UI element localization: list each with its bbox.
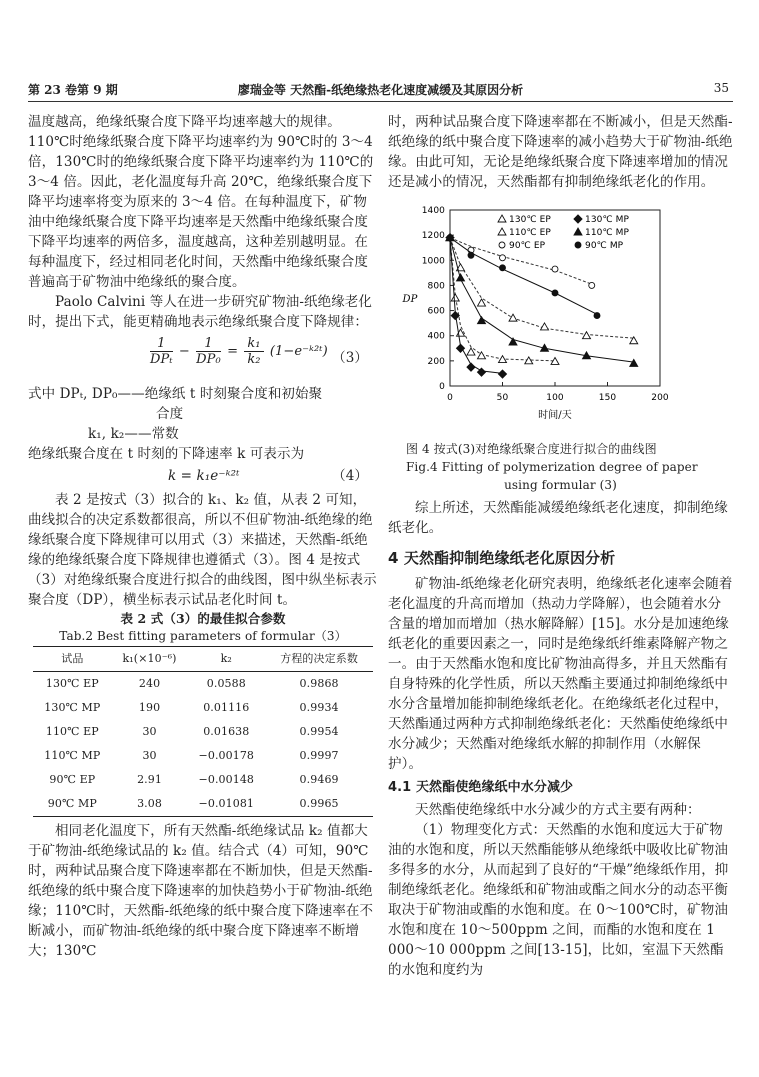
equation-4: [28, 464, 378, 490]
table-cell: 0.0588: [206, 677, 246, 690]
paragraph: 矿物油-纸绝缘老化研究表明，绝缘纸老化速率会随着老化温度的升高而增加（热动力学降解），也会随着水分含量的增加而增加（热水解降解）[15]。水分是加速绝缘纸老化的重要因素之一，同时是绝缘纸纤维素降解产物之一。由于天然酯水饱和度比矿物油高得多，并且天然酯有自身特殊的化学性质，所以天然酯主要通过抑制绝缘纸中水分含量增加能抑制绝缘纸老化。在绝缘纸老化过程中，天然酯通过两种方式抑制绝缘纸老化：天然酯使绝缘纸中水分减少；天然酯对绝缘纸水解的抑制作用（水解保护）。: [388, 576, 733, 772]
table-cell: −0.00178: [198, 749, 255, 762]
data-point: [509, 338, 517, 345]
legend-marker: [499, 242, 505, 248]
legend-marker: [574, 215, 582, 223]
table-cell: 0.9469: [299, 773, 339, 786]
equation-number: （3）: [332, 350, 368, 366]
section-heading: 4 天然酯抑制绝缘纸老化原因分析: [388, 549, 616, 567]
data-point: [500, 255, 506, 261]
figure-4: [388, 196, 733, 440]
paragraph: Paolo Calvini 等人在进一步研究矿物油-纸绝缘老化时，提出下式，能更精确地表示绝缘纸聚合度下降规律：: [28, 294, 372, 330]
legend-label: 130℃ MP: [585, 215, 630, 225]
table-cell: −0.01081: [187, 792, 265, 817]
data-point: [541, 323, 549, 330]
table-cell: 0.01638: [203, 725, 250, 738]
paragraph: （1）物理变化方式：天然酯的水饱和度远大于矿物油的水饱和度，所以天然酯能够从绝缘纸中吸收比矿物油多得多的水分，从而起到了良好的“干燥”绝缘纸作用，抑制绝缘纸老化。绝缘纸和矿物油或酯之间水分的动态平衡取决于矿物油或酯的水饱和度。在 0～100℃时，矿物油水饱和度在 10～500ppm 之间，而酯的水饱和度在 1 000～10 000ppm 之间[13-15]，比如，室温下天然酯的水饱和度约为: [388, 822, 729, 978]
table-cell: 0.9868: [299, 677, 339, 690]
legend-label: 110℃ MP: [585, 228, 630, 238]
paragraph: 温度越高，绝缘纸聚合度下降平均速率越大的规律。110℃时绝缘纸聚合度下降平均速率约为 90℃时的 3～4 倍，130℃时的绝缘纸聚合度下降平均速率约为 110℃的 3～4 倍。因此，老化温度每升高 20℃，绝缘纸聚合度下降平均速率将变为原来的 3～4 倍。在每种温度下，矿物油中绝缘纸聚合度下降平均速率是天然酯中绝缘纸聚合度下降平均速率的两倍多，温度越高，这种差别越明显。在每种温度下，经过相同老化时间，天然酯中绝缘纸聚合度普遍高于矿物油中绝缘纸的聚合度。: [28, 114, 374, 290]
eq-frac-3: $\frac{\text{k₁}}{\text{k₂}}$: [244, 336, 263, 367]
data-point: [499, 356, 507, 363]
table-header-cell: 方程的决定系数: [265, 647, 373, 672]
data-point: [447, 235, 453, 241]
fit-parameters-table: [33, 646, 373, 817]
table-row: [33, 792, 373, 817]
table-cell: 190: [138, 701, 161, 714]
table-title-en: Tab.2 Best fitting parameters of formular（3）: [59, 629, 347, 643]
table-row: [33, 768, 373, 792]
data-point: [509, 314, 517, 321]
legend-marker: [575, 242, 581, 248]
table-header-cell: 试品: [33, 647, 112, 672]
data-point: [583, 332, 591, 339]
y-tick-label: 600: [427, 306, 445, 317]
eq-frac-1: $\frac{1}{\text{DPₜ}}$: [150, 336, 173, 367]
table-cell: 0.01116: [203, 701, 250, 714]
table-cell: 0.9934: [299, 701, 339, 714]
table-cell: 0.9954: [299, 725, 339, 738]
table-cell: 90℃ MP: [33, 792, 112, 817]
table-cell: 30: [142, 749, 157, 762]
table-cell: −0.00148: [198, 773, 255, 786]
x-tick-label: 200: [651, 393, 669, 403]
left-column: [28, 112, 378, 961]
y-tick-label: 800: [427, 281, 445, 292]
subsection-heading: 4.1 天然酯使绝缘纸中水分减少: [388, 780, 574, 795]
paragraph: 表 2 是按式（3）拟合的 k₁、k₂ 值，从表 2 可知，曲线拟合的决定系数都很高，所以不但矿物油-纸绝缘的绝缘纸聚合度下降规律可以用式（3）来描述，天然酯-纸绝缘的绝缘纸聚合度下降规律也遵循式（3）。图 4 是按式（3）对绝缘纸聚合度进行拟合的曲线图，图中纵坐标表示聚合度（DP），横坐标表示试品老化时间 t。: [28, 492, 377, 608]
equation-number: （4）: [332, 468, 368, 484]
eq-minus: −: [178, 343, 190, 359]
data-point: [552, 290, 558, 296]
figure-caption: 图 4 按式(3)对绝缘纸聚合度进行拟合的曲线图: [406, 442, 657, 456]
paragraph: 综上所述，天然酯能减缓绝缘纸老化速度，抑制绝缘纸老化。: [388, 500, 728, 536]
journal-issue: 第 23 卷第 9 期: [28, 83, 118, 97]
data-point: [451, 294, 459, 301]
legend-marker: [498, 215, 506, 222]
data-point: [594, 313, 600, 319]
figure-caption-en: Fig.4 Fitting of polymerization degree of paper: [406, 460, 698, 474]
data-point: [552, 266, 558, 272]
table-cell: 2.91: [137, 773, 162, 786]
table-row: [33, 720, 373, 744]
x-tick-label: 100: [546, 393, 564, 403]
data-point: [457, 274, 465, 281]
table-row: [33, 672, 373, 697]
table-header-cell: k₁(×10⁻⁶): [112, 647, 188, 672]
paragraph: 时，两种试品聚合度下降速率都在不断减小，但是天然酯-纸绝缘的纸中聚合度下降速率的减小趋势大于矿物油-纸绝缘。由此可知，无论是绝缘纸聚合度下降速率增加的情况还是减小的情况，天然酯都有抑制绝缘纸老化的作用。: [388, 114, 733, 190]
legend-marker: [498, 228, 506, 235]
data-point: [468, 252, 474, 258]
variable-definition: k₁, k₂——常数: [88, 426, 179, 442]
legend-label: 90℃ MP: [585, 241, 624, 251]
equation-body: k = k₁e⁻ᵏ²ᵗ: [168, 468, 240, 484]
data-point: [630, 359, 638, 366]
eq-frac-2: $\frac{1}{\text{DP₀}}$: [196, 336, 221, 367]
data-point: [467, 363, 475, 371]
header-rule: [28, 101, 733, 102]
table-header-cell: k₂: [187, 647, 265, 672]
data-point: [500, 265, 506, 271]
figure-caption-en-cont: using formular (3): [504, 478, 617, 492]
variable-definition-cont: 合度: [156, 406, 184, 422]
paragraph: 天然酯使绝缘纸中水分减少的方式主要有两种：: [415, 802, 701, 818]
table-cell: 240: [138, 677, 161, 690]
page-number: 35: [713, 81, 729, 95]
table-cell: 0.9965: [265, 792, 373, 817]
legend-label: 110℃ EP: [509, 228, 551, 238]
y-tick-label: 1400: [421, 206, 445, 216]
x-axis-label: 时间/天: [538, 410, 572, 421]
table-cell: 110℃ EP: [45, 725, 99, 738]
y-tick-label: 0: [439, 382, 445, 392]
table-cell: 110℃ MP: [44, 749, 101, 762]
x-tick-label: 50: [496, 393, 509, 403]
table-cell: 90℃ EP: [49, 773, 96, 786]
table-title: 表 2 式（3）的最佳拟合参数: [120, 611, 286, 626]
data-point: [499, 370, 507, 378]
dp-fit-chart: [388, 196, 733, 440]
y-tick-label: 1000: [421, 256, 445, 267]
legend-marker: [574, 228, 582, 235]
table-cell: 3.08: [112, 792, 188, 817]
table-cell: 30: [142, 725, 157, 738]
y-tick-label: 400: [427, 331, 445, 342]
legend-label: 90℃ EP: [509, 241, 546, 251]
eq-term: (1−e⁻ᵏ²ᵗ): [269, 343, 328, 359]
x-tick-label: 0: [447, 393, 453, 403]
y-tick-label: 200: [427, 356, 445, 367]
y-tick-label: 1200: [421, 231, 445, 242]
running-title: 廖瑞金等 天然酯-纸绝缘热老化速度减缓及其原因分析: [237, 83, 524, 97]
paragraph: 绝缘纸聚合度在 t 时刻的下降速率 k 可表示为: [28, 446, 305, 462]
x-tick-label: 150: [598, 393, 617, 403]
eq-equals: =: [227, 343, 239, 359]
table-cell: 130℃ MP: [44, 701, 101, 714]
table-row: [33, 744, 373, 768]
equation-3: [28, 336, 378, 380]
paragraph: 相同老化温度下，所有天然酯-纸绝缘试品 k₂ 值都大于矿物油-纸绝缘试品的 k₂ 值。结合式（4）可知，90℃时，两种试品聚合度下降速率都在不断加快，但是天然酯-纸绝缘的纸中聚合度下降速率的加快趋势小于矿物油-纸绝缘；110℃时，天然酯-纸绝缘的纸中聚合度下降速率在不断减小，而矿物油-纸绝缘的纸中聚合度下降速率不断增大；130℃: [28, 823, 374, 959]
right-column: [388, 112, 733, 980]
data-point: [589, 282, 595, 288]
table-row: [33, 696, 373, 720]
table-cell: 130℃ EP: [45, 677, 99, 690]
legend-label: 130℃ EP: [509, 215, 551, 225]
y-axis-label: DP: [402, 294, 418, 305]
table-cell: 0.9997: [299, 749, 339, 762]
page-header: [28, 78, 733, 100]
variable-definition: 式中 DPₜ, DP₀——绝缘纸 t 时刻聚合度和初始聚: [28, 386, 323, 402]
